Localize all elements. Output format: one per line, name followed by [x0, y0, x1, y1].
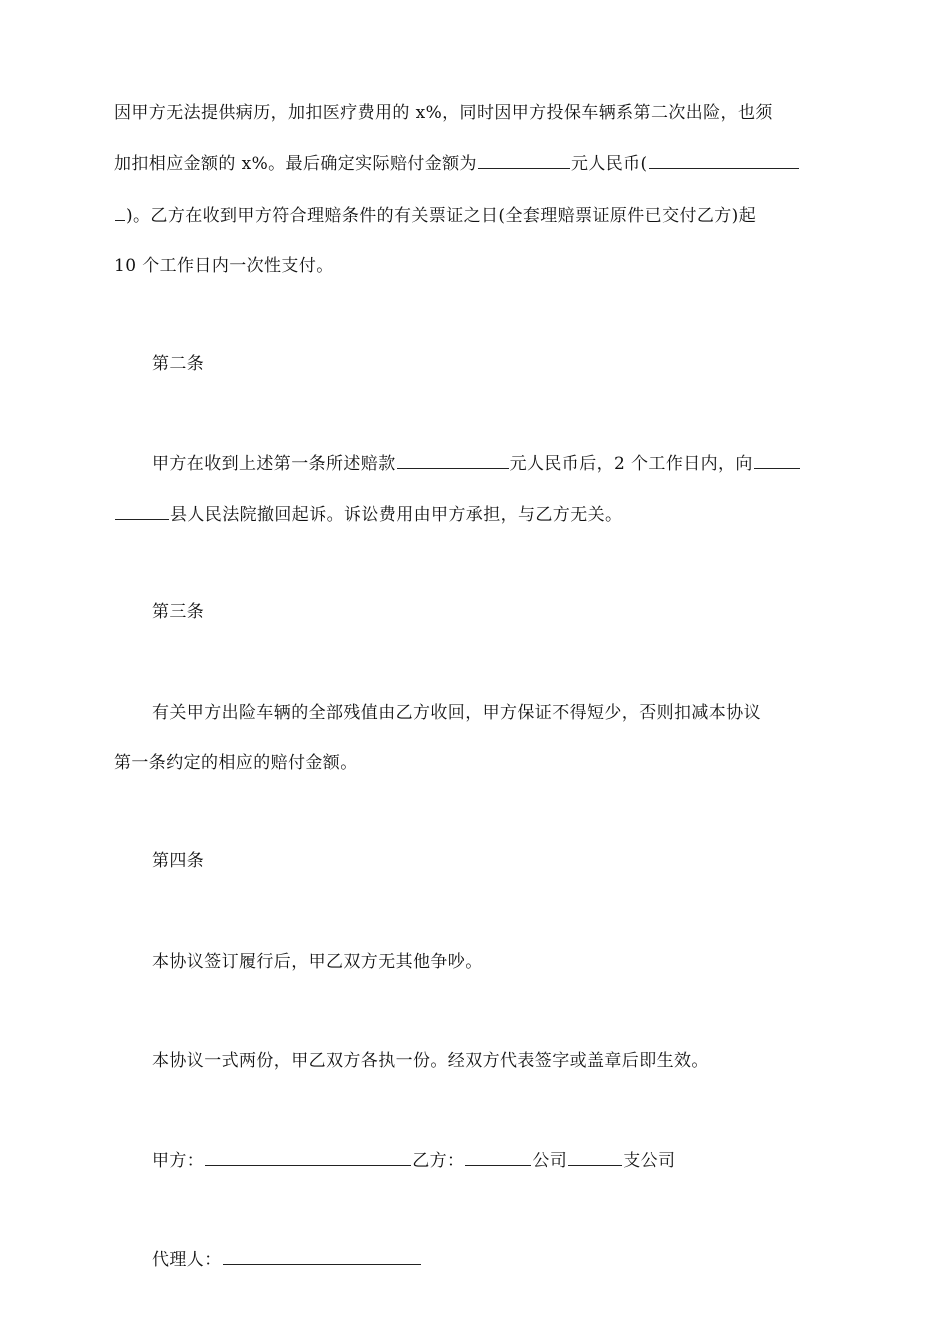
agent-label: 代理人： [152, 1250, 222, 1270]
paragraph-line [114, 101, 773, 125]
text: 加扣相应金额的 x%。最后确定实际赔付金额为 [114, 154, 477, 174]
text: 有关甲方出险车辆的全部残值由乙方收回，甲方保证不得短少，否则扣减本协议 [152, 703, 761, 723]
text: 10 个工作日内一次性支付。 [114, 256, 334, 276]
article-heading [152, 600, 204, 624]
amount-capital-blank-continued [115, 204, 125, 221]
paragraph-line [152, 701, 761, 725]
paragraph-line [152, 950, 483, 974]
amount-capital-blank [649, 152, 799, 169]
text: 本协议一式两份，甲乙双方各执一份。经双方代表签字或盖章后即生效。 [152, 1051, 709, 1071]
text: )。乙方在收到甲方符合理赔条件的有关票证之日(全套理赔票证原件已交付乙方)起 [126, 206, 757, 226]
paragraph-line [152, 452, 801, 476]
heading-text: 第二条 [152, 354, 205, 374]
company-name-blank [465, 1149, 531, 1166]
county-blank-continued [115, 503, 169, 520]
heading-text: 第四条 [152, 851, 205, 871]
county-blank [754, 452, 800, 469]
party-a-label: 甲方： [152, 1151, 205, 1171]
heading-text: 第三条 [152, 602, 205, 622]
signature-line [152, 1248, 422, 1272]
article-heading [152, 849, 204, 873]
party-a-signature-blank [205, 1149, 411, 1166]
amount-blank [478, 152, 570, 169]
paragraph-line [152, 1049, 709, 1073]
signature-line [152, 1149, 675, 1173]
text: 县人民法院撤回起诉。诉讼费用由甲方承担，与乙方无关。 [170, 505, 623, 525]
text: 甲方在收到上述第一条所述赔款 [152, 454, 396, 474]
text: 元人民币后，2 个工作日内，向 [509, 454, 753, 474]
text: 元人民币( [570, 154, 648, 174]
text: 本协议签订履行后，甲乙双方无其他争吵。 [152, 952, 483, 972]
branch-label: 支公司 [623, 1151, 676, 1171]
branch-name-blank [568, 1149, 622, 1166]
agent-signature-blank [223, 1248, 421, 1265]
paragraph-line [114, 152, 800, 176]
paragraph-line [114, 751, 358, 775]
paragraph-line [114, 204, 756, 228]
payment-blank [397, 452, 509, 469]
text: 第一条约定的相应的赔付金额。 [114, 753, 358, 773]
company-label: 公司 [532, 1151, 568, 1171]
party-b-label: 乙方： [412, 1151, 465, 1171]
text: 因甲方无法提供病历，加扣医疗费用的 x%，同时因甲方投保车辆系第二次出险，也须 [114, 103, 773, 123]
paragraph-line [114, 254, 334, 278]
article-heading [152, 352, 204, 376]
paragraph-line [114, 503, 622, 527]
